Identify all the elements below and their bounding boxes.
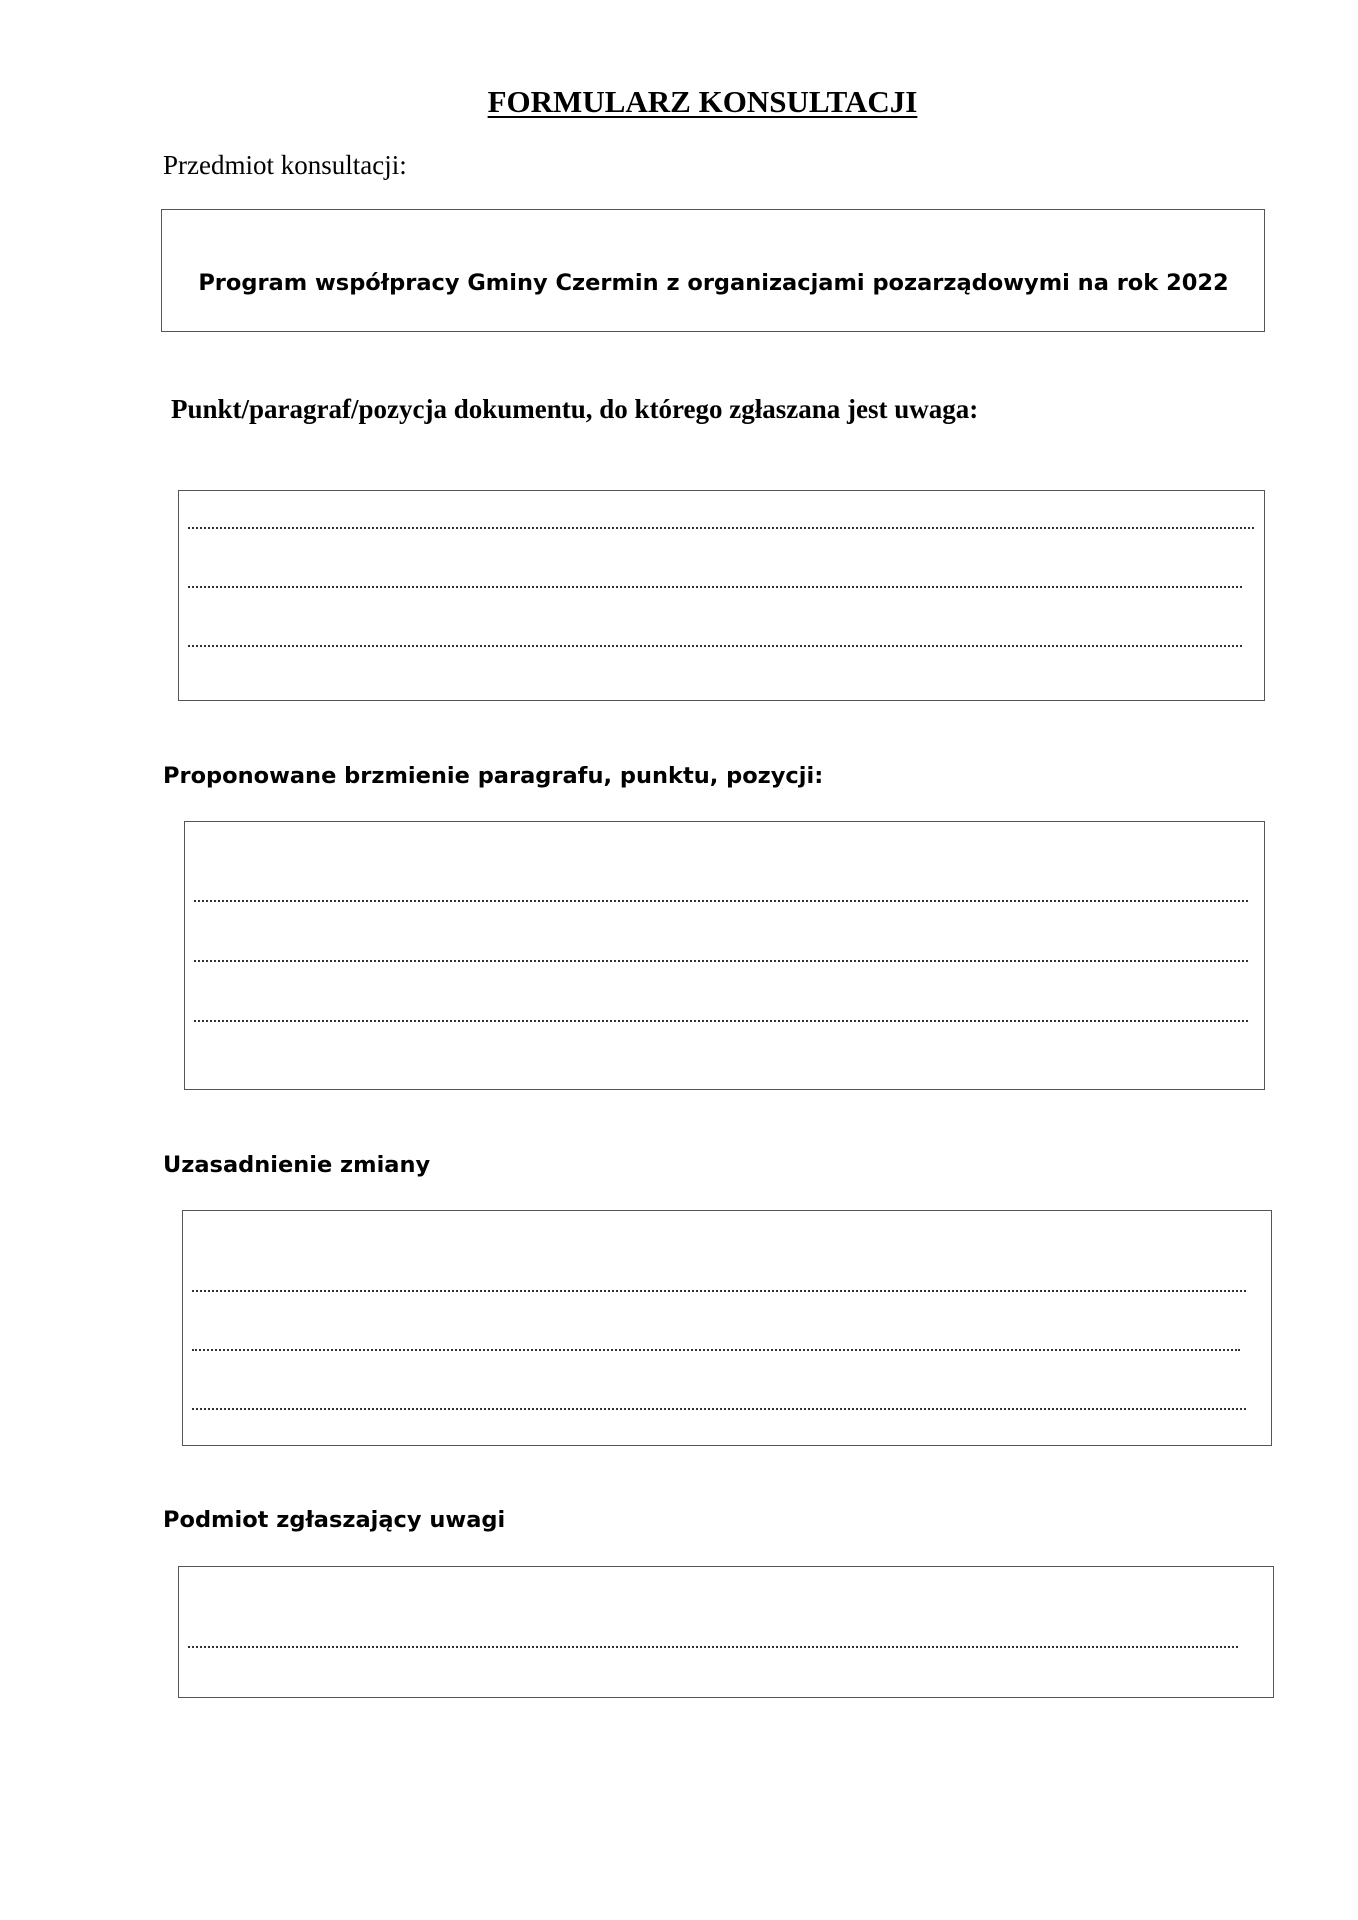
form-title: FORMULARZ KONSULTACJI — [487, 84, 918, 119]
reference-line-2[interactable] — [188, 586, 1242, 588]
proposed-line-2[interactable] — [194, 960, 1248, 962]
subject-value: Program współpracy Gminy Czermin z organizacjami pozarządowymi na rok 2022 — [198, 270, 1229, 296]
proposed-line-3[interactable] — [194, 1020, 1248, 1022]
section-label-submitter: Podmiot zgłaszający uwagi — [163, 1507, 506, 1533]
justification-field[interactable] — [182, 1210, 1272, 1446]
proposed-line-1[interactable] — [194, 900, 1248, 902]
reference-line-3[interactable] — [188, 645, 1242, 647]
justification-line-3[interactable] — [192, 1408, 1246, 1410]
justification-line-1[interactable] — [192, 1290, 1246, 1292]
justification-line-2[interactable] — [192, 1349, 1240, 1351]
reference-field[interactable] — [178, 490, 1265, 701]
section-label-reference: Punkt/paragraf/pozycja dokumentu, do którego zgłaszana jest uwaga: — [171, 394, 979, 424]
subject-label: Przedmiot konsultacji: — [163, 150, 407, 180]
reference-line-1[interactable] — [188, 527, 1254, 529]
submitter-field[interactable] — [178, 1566, 1274, 1698]
section-label-justification: Uzasadnienie zmiany — [163, 1152, 431, 1178]
proposed-wording-field[interactable] — [184, 821, 1265, 1090]
submitter-line-1[interactable] — [188, 1646, 1238, 1648]
section-label-proposed-wording: Proponowane brzmienie paragrafu, punktu, pozycji: — [163, 763, 824, 789]
